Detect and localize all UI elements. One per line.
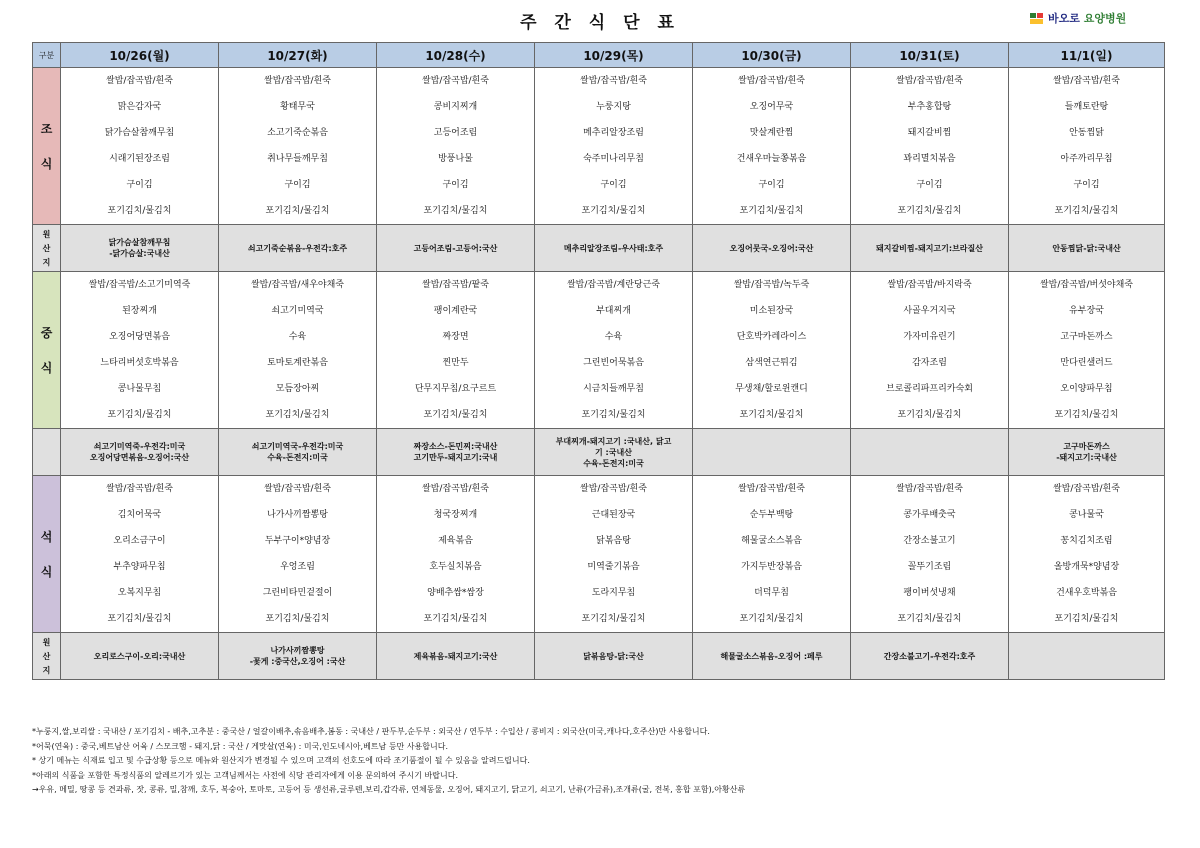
lunch-cell: [693, 272, 851, 429]
menu-item: 건새우마늘쫑볶음: [736, 154, 807, 164]
menu-item: 취나무들깨무침: [267, 154, 328, 164]
menu-item: 쌀밥/잡곡밥/바지락죽: [887, 280, 972, 290]
label-char: 석: [40, 530, 53, 544]
origin-line: 고등어조림-고등어:국산: [413, 243, 498, 253]
origin-cell: [1009, 633, 1165, 680]
menu-item: 쌀밥/잡곡밥/흰죽: [1053, 76, 1120, 86]
menu-item: 찐만두: [442, 358, 469, 368]
menu-item: 제육볶음: [438, 536, 473, 546]
notes-section: [32, 725, 1172, 798]
menu-item: 포기김치/물김치: [107, 614, 172, 624]
origin-line: 수육-돈전지:미국: [583, 458, 644, 468]
lunch-cell: [61, 272, 219, 429]
menu-item: 쌀밥/잡곡밥/녹두죽: [733, 280, 810, 290]
day-header: 10/26(월): [61, 43, 219, 68]
origin-line: 오징어뭇국-오징어:국산: [729, 243, 814, 253]
menu-item: 쇠고기미역국: [271, 306, 324, 316]
menu-item: 안동찜닭: [1069, 128, 1104, 138]
origin-line: 제육볶음-돼지고기:국산: [413, 651, 498, 661]
menu-item: 콩가루배춧국: [903, 510, 956, 520]
origin-line: 나가사끼짬뽕탕: [270, 646, 325, 655]
lunch-cell: [535, 272, 693, 429]
menu-item: 짜장면: [442, 332, 469, 342]
menu-item: 오징어무국: [749, 102, 794, 112]
day-header: 10/29(목): [535, 43, 693, 68]
menu-item: 쌀밥/잡곡밥/흰죽: [264, 76, 331, 86]
day-header: 10/31(토): [851, 43, 1009, 68]
header-row: [33, 43, 1165, 68]
menu-item: 쌀밥/잡곡밥/버섯야채죽: [1039, 280, 1133, 290]
menu-item: 근대된장국: [591, 510, 636, 520]
weekly-menu-table: [32, 42, 1165, 680]
menu-item: 포기김치/물김치: [739, 206, 804, 216]
menu-item: 아주까리무침: [1060, 154, 1113, 164]
dinner-origin-row: [33, 633, 1165, 680]
menu-item: 단무지무침/요구르트: [414, 384, 497, 394]
menu-item: 구이김: [1073, 180, 1100, 190]
dinner-row: [33, 476, 1165, 633]
dinner-label: [33, 476, 61, 633]
dinner-cell: [693, 476, 851, 633]
menu-item: 도라지무침: [591, 588, 636, 598]
menu-item: 삼색연근튀김: [745, 358, 798, 368]
lunch-cell: [377, 272, 535, 429]
menu-item: 간장소불고기: [903, 536, 956, 546]
menu-item: 청국장찌개: [433, 510, 478, 520]
menu-item: 꽈리멸치볶음: [903, 154, 956, 164]
note-line: * 상기 메뉴는 식재료 입고 및 수급상황 등으로 메뉴와 원산지가 변경될 수 있으며 고객의 선호도에 따라 조기품절이 될 수 있음을 알려드립니다.: [32, 756, 530, 765]
lunch-cell: [1009, 272, 1165, 429]
label-char: 지: [42, 257, 51, 267]
lunch-cell: [851, 272, 1009, 429]
menu-item: 그린비타민겉절이: [262, 588, 333, 598]
origin-line: 고기만두-돼지고기:국내: [413, 453, 498, 462]
logo-brand: 바오로: [1048, 12, 1080, 25]
menu-item: 포기김치/물김치: [423, 614, 488, 624]
menu-item: 포기김치/물김치: [1054, 410, 1119, 420]
menu-item: 오리소금구이: [113, 536, 166, 546]
origin-line: 고구마돈까스: [1063, 442, 1110, 451]
menu-item: 포기김치/물김치: [265, 206, 330, 216]
menu-item: 팽이계란국: [433, 306, 478, 316]
menu-item: 구이김: [600, 180, 627, 190]
menu-item: 구이김: [442, 180, 469, 190]
menu-item: 포기김치/물김치: [739, 410, 804, 420]
menu-item: 쌀밥/잡곡밥/흰죽: [896, 76, 963, 86]
menu-item: 우엉조림: [280, 562, 315, 572]
note-line: →우유, 메밀, 땅콩 등 견과류, 잣, 콩류, 밀,참깨, 호두, 복숭아, 토마토, 고등어 등 생선류,글루텐,보리,갑각류, 연체동물, 오징어, 돼지고기, 닭고기, 쇠고기, 난류(가금류),조개류(굴, 전복, 홍합 포함),아황산류: [32, 785, 746, 794]
menu-item: 미역줄기볶음: [587, 562, 640, 572]
menu-item: 시금치들깨무침: [583, 384, 644, 394]
day-header: 10/30(금): [693, 43, 851, 68]
menu-item: 쌀밥/잡곡밥/흰죽: [1053, 484, 1120, 494]
menu-item: 쌀밥/잡곡밥/팥죽: [422, 280, 489, 290]
menu-item: 콩나물무침: [117, 384, 162, 394]
origin-line: 닭가슴살참깨무침: [108, 238, 171, 247]
menu-item: 누룽지탕: [596, 102, 631, 112]
menu-item: 구이김: [758, 180, 785, 190]
origin-line: 오리로스구이-오리:국내산: [93, 651, 186, 661]
menu-item: 가자미유린기: [903, 332, 956, 342]
origin-cell: [1009, 225, 1165, 272]
origin-line: 오징어당면볶음-오징어:국산: [89, 453, 190, 462]
lunch-label: [33, 272, 61, 429]
menu-item: 포기김치/물김치: [265, 614, 330, 624]
menu-item: 꽁치김치조림: [1060, 536, 1113, 546]
breakfast-origin-row: [33, 225, 1165, 272]
menu-item: 모듬장아찌: [275, 384, 320, 394]
menu-item: 포기김치/물김치: [581, 614, 646, 624]
menu-item: 쌀밥/잡곡밥/흰죽: [422, 76, 489, 86]
menu-item: 사골우거지국: [903, 306, 956, 316]
menu-item: 호두실치볶음: [429, 562, 482, 572]
menu-item: 시래기된장조림: [109, 154, 170, 164]
origin-cell: [693, 225, 851, 272]
menu-item: 김치어묵국: [117, 510, 162, 520]
dinner-cell: [535, 476, 693, 633]
origin-cell: [535, 225, 693, 272]
menu-item: 포기김치/물김치: [581, 206, 646, 216]
menu-item: 해물굴소스볶음: [741, 536, 802, 546]
logo-mark-icon: [1030, 13, 1045, 24]
label-char: 산: [42, 651, 51, 661]
origin-cell: [693, 633, 851, 680]
day-header: 10/27(화): [219, 43, 377, 68]
day-header: 11/1(일): [1009, 43, 1165, 68]
origin-cell: [377, 633, 535, 680]
note-line: *아래의 식품을 포함한 특정식품의 알레르기가 있는 고객님께서는 사전에 식당 관리자에게 이용 문의하여 주시기 바랍니다.: [32, 770, 458, 780]
menu-item: 부대찌개: [596, 306, 631, 316]
origin-line: 수육-돈전지:미국: [267, 453, 328, 462]
menu-item: 포기김치/물김치: [1054, 614, 1119, 624]
breakfast-cell: [61, 68, 219, 225]
menu-item: 오징어당면볶음: [109, 332, 170, 342]
menu-item: 수육: [288, 332, 307, 342]
menu-item: 포기김치/물김치: [897, 206, 962, 216]
menu-item: 꼴뚜기조림: [907, 562, 952, 572]
menu-item: 구이김: [284, 180, 311, 190]
menu-item: 들깨토란탕: [1064, 102, 1109, 112]
origin-cell: [377, 429, 535, 476]
breakfast-cell: [693, 68, 851, 225]
menu-item: 토마토계란볶음: [267, 358, 328, 368]
origin-line: -꽃게 :중국산,오징어 :국산: [249, 657, 346, 666]
menu-item: 그린빈어묵볶음: [583, 358, 644, 368]
origin-cell: [377, 225, 535, 272]
lunch-row: [33, 272, 1165, 429]
breakfast-label: [33, 68, 61, 225]
origin-line: 간장소불고기-우전각:호주: [883, 651, 976, 661]
menu-item: 방풍나물: [438, 154, 473, 164]
menu-item: 메추리알장조림: [583, 128, 644, 138]
menu-item: 소고기죽순볶음: [267, 128, 328, 138]
menu-item: 쌀밥/잡곡밥/흰죽: [106, 484, 173, 494]
menu-item: 숙주미나리무침: [583, 154, 644, 164]
menu-item: 오복지무침: [117, 588, 162, 598]
menu-item: 오이양파무침: [1060, 384, 1113, 394]
origin-line: 부대찌개-돼지고기 :국내산, 닭고: [555, 436, 672, 446]
lunch-cell: [219, 272, 377, 429]
breakfast-cell: [1009, 68, 1165, 225]
menu-item: 구이김: [916, 180, 943, 190]
origin-cell: [693, 429, 851, 476]
breakfast-cell: [535, 68, 693, 225]
origin-cell: [851, 225, 1009, 272]
origin-label-empty: [33, 429, 61, 476]
hospital-logo: [1030, 10, 1126, 26]
origin-line: -닭가슴살:국내산: [109, 249, 170, 258]
breakfast-row: [33, 68, 1165, 225]
origin-line: 쇠고기미역국-우전각:미국: [251, 442, 344, 451]
menu-item: 된장찌개: [122, 306, 157, 316]
menu-item: 쌀밥/잡곡밥/흰죽: [738, 76, 805, 86]
menu-item: 단호박카레라이스: [736, 332, 807, 342]
menu-item: 무생채/할로윈캔디: [735, 384, 808, 394]
origin-label: [33, 633, 61, 680]
menu-item: 포기김치/물김치: [897, 614, 962, 624]
label-char: 식: [40, 361, 53, 375]
menu-item: 만다린샐러드: [1060, 358, 1113, 368]
menu-item: 감자조림: [912, 358, 947, 368]
label-char: 식: [40, 565, 53, 579]
menu-item: 건새우호박볶음: [1056, 588, 1117, 598]
menu-item: 포기김치/물김치: [265, 410, 330, 420]
logo-sub: 요양병원: [1083, 12, 1127, 25]
origin-cell: [61, 225, 219, 272]
menu-item: 수육: [604, 332, 623, 342]
logo-text: [1048, 10, 1126, 26]
menu-item: 느타리버섯호박볶음: [100, 358, 179, 368]
origin-cell: [61, 633, 219, 680]
menu-item: 가지두반장볶음: [741, 562, 802, 572]
menu-item: 콩비지찌개: [433, 102, 478, 112]
menu-item: 닭가슴살참깨무침: [104, 128, 175, 138]
menu-item: 고등어조림: [433, 128, 478, 138]
breakfast-cell: [377, 68, 535, 225]
menu-item: 황태무국: [280, 102, 315, 112]
origin-cell: [851, 429, 1009, 476]
origin-line: 해물굴소스볶음-오징어 :페루: [720, 651, 823, 661]
origin-line: 쇠고기미역죽-우전각:미국: [93, 442, 186, 451]
menu-item: 돼지갈비찜: [907, 128, 952, 138]
menu-item: 미소된장국: [749, 306, 794, 316]
dinner-cell: [61, 476, 219, 633]
menu-item: 콩나물국: [1069, 510, 1104, 520]
menu-item: 포기김치/물김치: [423, 206, 488, 216]
menu-item: 포기김치/물김치: [897, 410, 962, 420]
origin-line: -돼지고기:국내산: [1056, 453, 1117, 462]
label-char: 조: [40, 122, 53, 136]
menu-item: 쌀밥/잡곡밥/흰죽: [580, 484, 647, 494]
menu-item: 더덕무침: [754, 588, 789, 598]
note-line: *누룽지,쌀,보리쌀 : 국내산 / 포기김치 - 배추,고추분 : 중국산 / 얼갈이배추,솎음배추,봄동 : 국내산 / 판두부,순두부 : 외국산 / 연두부 : 수입산 / 콩비지 : 외국산(미국,캐나다,호주산)만 사용합니다.: [32, 727, 710, 736]
day-header: 10/28(수): [377, 43, 535, 68]
gubun-header: 구분: [33, 43, 61, 68]
menu-item: 부추양파무침: [113, 562, 166, 572]
origin-cell: [851, 633, 1009, 680]
menu-item: 쌀밥/잡곡밥/흰죽: [896, 484, 963, 494]
menu-item: 포기김치/물김치: [1054, 206, 1119, 216]
menu-item: 순두부백탕: [749, 510, 794, 520]
label-char: 원: [42, 229, 51, 239]
menu-item: 양배추쌈*쌈장: [427, 588, 484, 598]
origin-line: 닭볶음탕-닭:국산: [583, 651, 644, 661]
menu-item: 쌀밥/잡곡밥/흰죽: [264, 484, 331, 494]
origin-label: [33, 225, 61, 272]
breakfast-cell: [219, 68, 377, 225]
origin-cell: [535, 633, 693, 680]
menu-item: 쌀밥/잡곡밥/흰죽: [422, 484, 489, 494]
menu-item: 나가사끼짬뽕탕: [267, 510, 328, 520]
menu-item: 쌀밥/잡곡밥/소고기미역죽: [88, 280, 191, 290]
lunch-origin-row: [33, 429, 1165, 476]
label-char: 원: [42, 637, 51, 647]
origin-cell: [535, 429, 693, 476]
menu-item: 포기김치/물김치: [423, 410, 488, 420]
label-char: 산: [42, 243, 51, 253]
menu-item: 두부구이*양념장: [264, 536, 331, 546]
menu-item: 쌀밥/잡곡밥/계란당근죽: [566, 280, 660, 290]
menu-item: 쌀밥/잡곡밥/새우야채죽: [250, 280, 344, 290]
origin-line: 쇠고기죽순볶음-우전각:호주: [247, 243, 348, 253]
origin-cell: [219, 429, 377, 476]
menu-item: 쌀밥/잡곡밥/흰죽: [106, 76, 173, 86]
dinner-cell: [1009, 476, 1165, 633]
menu-item: 구이김: [126, 180, 153, 190]
origin-line: 돼지갈비찜-돼지고기:브라질산: [876, 243, 983, 253]
menu-item: 브로콜리파프리카숙회: [886, 384, 973, 394]
menu-item: 올방개묵*양념장: [1053, 562, 1120, 572]
origin-cell: [61, 429, 219, 476]
menu-item: 포기김치/물김치: [739, 614, 804, 624]
origin-cell: [219, 225, 377, 272]
menu-item: 유부장국: [1069, 306, 1104, 316]
label-char: 식: [40, 157, 53, 171]
menu-item: 포기김치/물김치: [107, 206, 172, 216]
origin-line: 안동찜닭-닭:국내산: [1052, 243, 1121, 253]
dinner-cell: [377, 476, 535, 633]
breakfast-cell: [851, 68, 1009, 225]
origin-line: 메추리알장조림-우사태:호주: [563, 243, 664, 253]
note-line: *어묵(연육) : 중국,베트남산 어육 / 스모크햄 - 돼지,닭 : 국산 / 게맛살(연육) : 미국,인도네시아,베트남 등만 사용합니다.: [32, 741, 449, 751]
origin-cell: [1009, 429, 1165, 476]
origin-line: 짜장소스-돈민찌:국내산: [413, 442, 498, 451]
menu-item: 부추홍합탕: [907, 102, 952, 112]
menu-item: 쌀밥/잡곡밥/흰죽: [738, 484, 805, 494]
menu-item: 닭볶음탕: [596, 536, 631, 546]
menu-item: 포기김치/물김치: [581, 410, 646, 420]
label-char: 지: [42, 665, 51, 675]
menu-item: 고구마돈까스: [1060, 332, 1113, 342]
menu-item: 쌀밥/잡곡밥/흰죽: [580, 76, 647, 86]
dinner-cell: [219, 476, 377, 633]
menu-item: 팽이버섯냉채: [903, 588, 956, 598]
origin-cell: [219, 633, 377, 680]
page-title: 주 간 식 단 표: [520, 13, 680, 33]
menu-item: 포기김치/물김치: [107, 410, 172, 420]
menu-item: 맑은감자국: [117, 102, 162, 112]
menu-item: 맛살계란찜: [749, 128, 794, 138]
label-char: 중: [40, 326, 53, 340]
origin-line: 기 :국내산: [595, 447, 632, 457]
dinner-cell: [851, 476, 1009, 633]
